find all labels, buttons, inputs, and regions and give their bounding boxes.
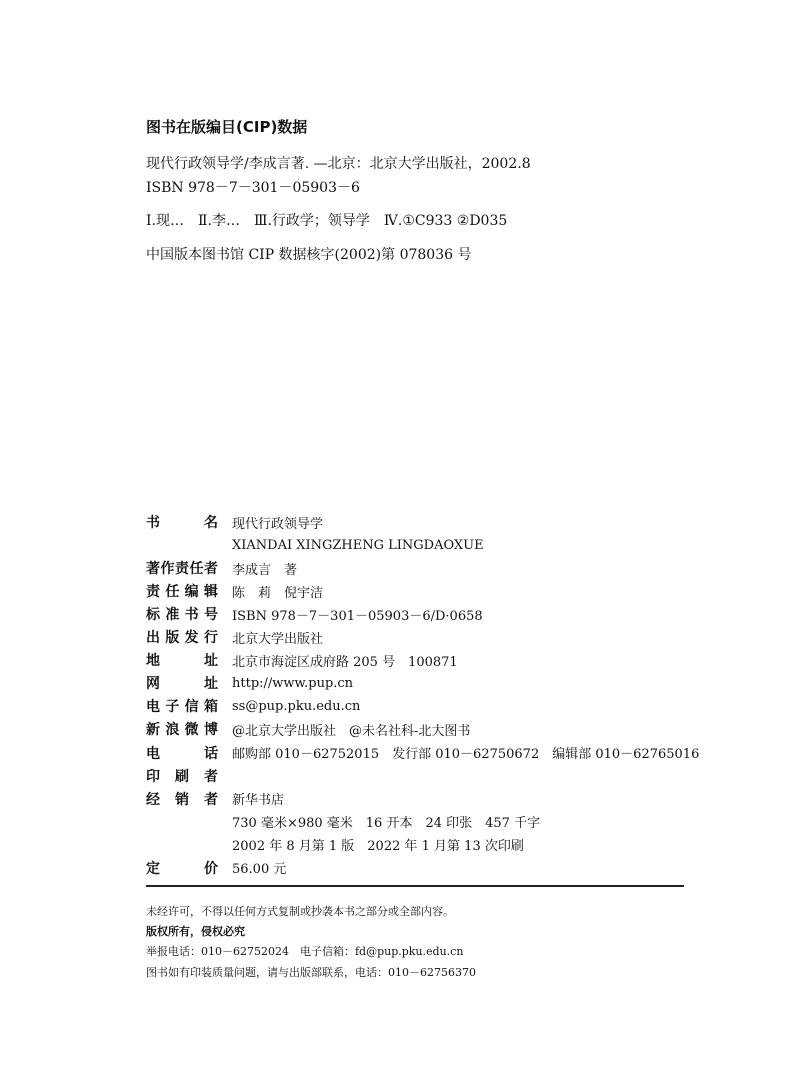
info-value: ISBN 978－7－301－05903－6/D·0658 (232, 608, 483, 624)
cip-isbn-line: ISBN 978－7－301－05903－6 (146, 180, 360, 196)
info-value: ss@pup.pku.edu.cn (232, 698, 361, 714)
info-row (146, 580, 324, 602)
info-value: http://www.pup.cn (232, 675, 354, 691)
info-label: 印 刷 者 (146, 768, 218, 785)
report-contact: 举报电话：010－62752024 电子信箱：fd@pup.pku.edu.cn (146, 945, 464, 958)
info-label: 书 名 (146, 515, 218, 531)
info-row (146, 672, 354, 694)
info-value: @北京大学出版社 @未名社科-北大图书 (232, 723, 471, 739)
info-row (146, 834, 524, 856)
info-label: 地 址 (146, 653, 218, 670)
info-value: 陈 莉 倪宇洁 (232, 585, 324, 601)
info-value: 新华书店 (232, 793, 285, 809)
info-label: 出 版 发 行 (146, 630, 218, 647)
rights-notice: 版权所有，侵权必究 (146, 925, 245, 938)
info-value: 730 毫米×980 毫米 16 开本 24 印张 457 千字 (232, 816, 541, 832)
info-value: 邮购部 010－62752015 发行部 010－62750672 编辑部 010－62765016 (232, 747, 700, 762)
info-row (146, 811, 541, 833)
info-value: 2002 年 8 月第 1 版 2022 年 1 月第 13 次印刷 (232, 839, 524, 855)
cip-heading: 图书在版编目(CIP)数据 (146, 118, 308, 136)
info-row (146, 695, 361, 717)
info-label: 新 浪 微 博 (146, 722, 218, 739)
info-row (146, 857, 287, 879)
info-row (146, 742, 700, 764)
info-value: XIANDAI XINGZHENG LINGDAOXUE (232, 537, 484, 553)
quality-contact: 图书如有印装质量问题，请与出版部联系，电话：010－62756370 (146, 966, 476, 979)
info-label: 定 价 (146, 860, 218, 877)
info-row (146, 788, 285, 810)
info-value: 北京市海淀区成府路 205 号 100871 (232, 654, 458, 670)
info-label: 电 话 (146, 745, 218, 762)
copy-notice: 未经许可，不得以任何方式复制或抄袭本书之部分或全部内容。 (146, 905, 454, 918)
cip-title-line: 现代行政领导学/李成言著. —北京：北京大学出版社，2002.8 (146, 156, 531, 172)
info-value: 56.00 元 (232, 862, 287, 878)
info-row (146, 557, 298, 579)
cip-classification-line: Ⅰ.现… Ⅱ.李… Ⅲ.行政学；领导学 Ⅳ.①C933 ②D035 (146, 213, 508, 229)
info-row (146, 626, 324, 648)
cip-library-line: 中国版本图书馆 CIP 数据核字(2002)第 078036 号 (146, 247, 472, 263)
info-value: 现代行政领导学 (232, 516, 324, 532)
divider-rule (146, 885, 684, 887)
info-label: 责 任 编 辑 (146, 584, 218, 601)
info-value: 李成言 著 (232, 562, 298, 578)
info-row (146, 649, 458, 671)
info-label: 著 作 责 任 者 (146, 561, 218, 578)
info-label: 经 销 者 (146, 791, 218, 808)
info-row (146, 603, 483, 625)
info-row (146, 765, 218, 787)
info-label: 网 址 (146, 676, 218, 693)
info-label: 电 子 信 箱 (146, 699, 218, 716)
info-label: 标 准 书 号 (146, 607, 218, 624)
info-row (146, 511, 324, 533)
info-row (146, 718, 471, 740)
info-row (146, 534, 484, 556)
info-value: 北京大学出版社 (232, 631, 324, 647)
